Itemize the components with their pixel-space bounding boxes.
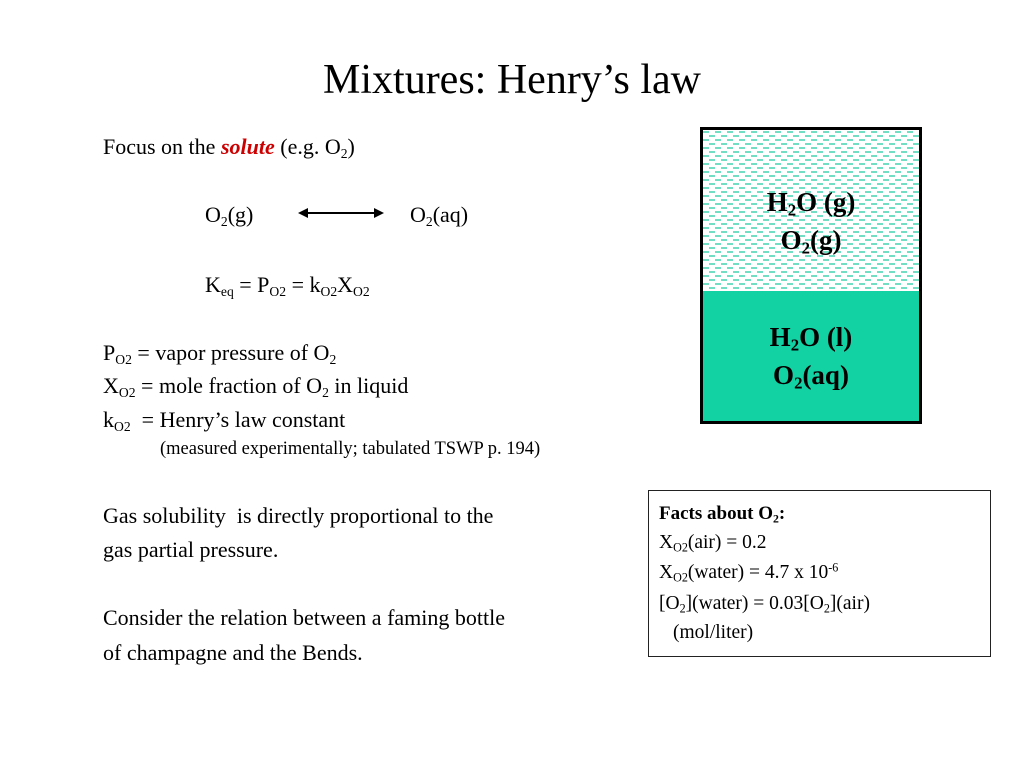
focus-close: ): [347, 134, 355, 159]
def-x-sub: O2: [118, 384, 136, 400]
eq-right-phase: (aq): [432, 202, 469, 227]
gas-l1-sub: 2: [787, 200, 797, 220]
gas-label-1: [703, 184, 919, 220]
def-x-tail: in liquid: [328, 373, 409, 398]
eq-right-sub: 2: [425, 213, 433, 229]
facts-heading-sub: 2: [773, 512, 779, 526]
liq-l1-sub: 2: [790, 335, 800, 355]
facts-ratio-a: [O: [659, 593, 680, 614]
facts-water-a: X: [659, 562, 674, 583]
facts-ratio: [659, 593, 870, 615]
facts-ratio-sub1: 2: [679, 601, 686, 616]
definition-note: (measured experimentally; tabulated TSWP p. 194): [160, 439, 541, 459]
equilibrium-left: [205, 198, 253, 232]
facts-heading-b: :: [778, 503, 786, 524]
def-x-text: = mole fraction of O: [135, 373, 323, 398]
facts-air-b: (air) = 0.2: [687, 532, 767, 553]
facts-air-a: X: [659, 532, 674, 553]
def-k-symbol: k: [103, 407, 114, 432]
definition-k: [103, 403, 345, 437]
keq-eq2: = k: [286, 272, 321, 297]
def-k-sub: O2: [114, 418, 131, 434]
facts-ratio-c: ](air): [829, 593, 870, 614]
consider-line-2: of champagne and the Bends.: [103, 640, 363, 665]
keq-p-sub: O2: [269, 283, 287, 299]
def-p-symbol: P: [103, 340, 116, 365]
henry-container-diagram: [700, 127, 922, 424]
consider-line-1: Consider the relation between a faming bottle: [103, 605, 505, 630]
slide-title: Mixtures: Henry’s law: [323, 57, 701, 103]
gas-label-2: [703, 222, 919, 258]
eq-left-phase: (g): [227, 202, 254, 227]
keq-x: X: [337, 272, 354, 297]
focus-suffix: (e.g. O: [274, 134, 341, 159]
definition-x: [103, 369, 408, 403]
solubility-line-2: gas partial pressure.: [103, 537, 279, 562]
facts-heading: [659, 503, 785, 525]
liq-l2-sub: 2: [794, 373, 803, 393]
eq-left-species: O: [205, 202, 221, 227]
liq-l1-b: O (l): [799, 322, 853, 352]
liq-l2-b: (aq): [802, 360, 849, 390]
facts-water-sub: O2: [673, 570, 688, 585]
facts-units: (mol/liter): [673, 622, 754, 643]
liquid-label-2: [703, 357, 919, 393]
liq-l1-a: H: [769, 322, 791, 352]
liquid-phase: [703, 291, 919, 421]
focus-line: [103, 130, 355, 164]
def-x-symbol: X: [103, 373, 119, 398]
focus-prefix: Focus on the: [103, 134, 221, 159]
facts-water: [659, 562, 838, 584]
def-p-sub: O2: [115, 351, 132, 367]
gas-l1-a: H: [766, 187, 788, 217]
facts-heading-a: Facts about O: [659, 503, 773, 524]
eq-right-species: O: [410, 202, 426, 227]
facts-air-sub: O2: [673, 540, 688, 555]
solubility-line-1: Gas solubility is directly proportional to the: [103, 503, 494, 528]
equilibrium-right: [410, 198, 468, 232]
keq-sub: eq: [220, 283, 234, 299]
def-k-text: = Henry’s law constant: [130, 407, 346, 432]
facts-water-b: (water) = 4.7 x 10: [687, 562, 829, 583]
facts-water-sup: -6: [828, 560, 839, 575]
solute-emphasis: solute: [220, 134, 275, 159]
definition-p: [103, 336, 336, 370]
def-p-tail-sub: 2: [329, 351, 337, 367]
focus-subscript: 2: [340, 145, 348, 161]
gas-l2-sub: 2: [801, 238, 810, 258]
facts-ratio-b: ](water) = 0.03[O: [685, 593, 824, 614]
gas-l2-a: O: [780, 225, 802, 255]
facts-ratio-sub2: 2: [823, 601, 830, 616]
gas-l1-b: O (g): [796, 187, 856, 217]
keq-eq1: = P: [233, 272, 270, 297]
gas-phase: [703, 130, 919, 291]
keq-equation: [205, 268, 370, 302]
keq-symbol: K: [205, 272, 221, 297]
liq-l2-a: O: [773, 360, 795, 390]
keq-k-sub: O2: [320, 283, 338, 299]
liquid-label-1: [703, 319, 919, 355]
keq-x-sub: O2: [353, 283, 370, 299]
facts-box: [648, 490, 991, 657]
facts-air: [659, 532, 767, 554]
double-arrow-icon: [298, 203, 384, 223]
eq-left-sub: 2: [220, 213, 228, 229]
gas-l2-b: (g): [809, 225, 842, 255]
def-p-text: = vapor pressure of O: [131, 340, 330, 365]
def-x-tail-sub: 2: [322, 384, 329, 400]
